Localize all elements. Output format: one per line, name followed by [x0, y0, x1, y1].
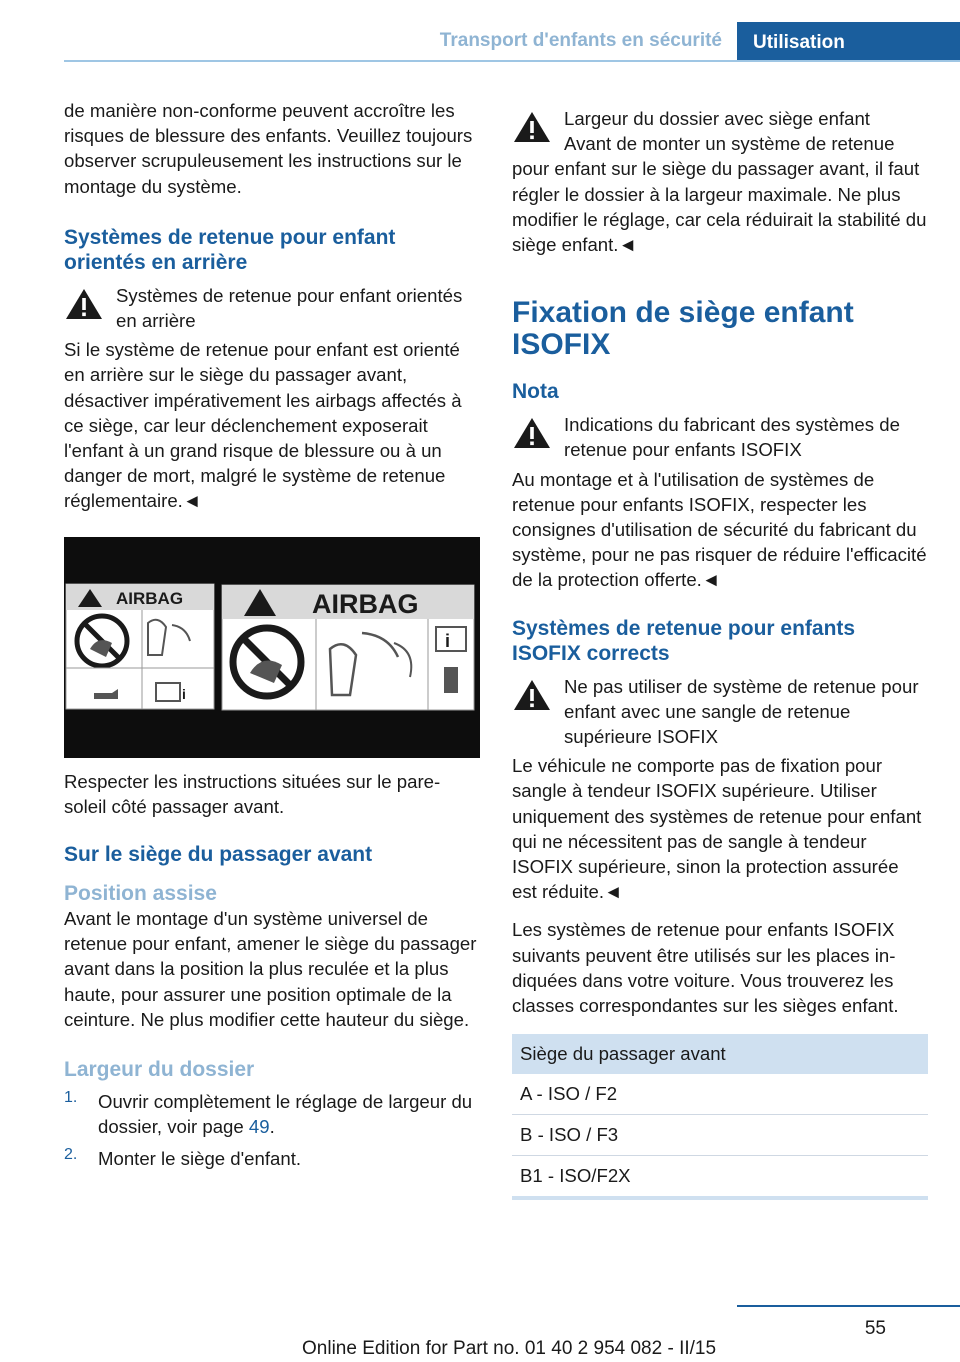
table-row: B1 - ISO/F2X	[520, 1165, 631, 1187]
heading-isofix-correct: Systèmes de retenue pour enfants ISOFIX corrects	[512, 616, 856, 665]
isofix-class-table	[512, 1034, 928, 1200]
step-number: 2.	[64, 1146, 78, 1164]
heading-note: Nota	[512, 380, 559, 404]
step-text: Ouvrir complètement le réglage de largeur du dossier, voir page	[98, 1091, 473, 1138]
heading-seating-position: Position assise	[64, 882, 217, 906]
airbag-warning-label-picture	[64, 537, 480, 758]
warning-manufacturer	[512, 412, 928, 462]
position-paragraph: Avant le montage d'un système universel de retenue pour enfant, amener le siège du passager avant dans la position la plus reculée et la plus haute, pour assurer une position optimale de la ceinture. Ne plus modifier cette hauteur du siège.	[64, 908, 477, 1030]
heading-isofix: Fixation de siège enfant ISOFIX	[512, 296, 854, 362]
warning-triangle-icon	[512, 110, 552, 144]
header-rule	[64, 60, 960, 62]
right-column	[512, 98, 928, 1200]
warning-rear-facing	[64, 283, 482, 333]
warning-backrest-width	[512, 106, 928, 131]
intro-paragraph: de manière non-conforme peuvent accroître les risques de blessure des enfants. Veuillez toujours observer scrupuleusement les instructions sur le montage du système.	[64, 100, 473, 197]
table-header: Siège du passager avant	[512, 1034, 928, 1074]
edition-note: Online Edition for Part no. 01 40 2 954 082 - II/15	[302, 1338, 717, 1359]
page-link[interactable]: 49	[248, 1116, 270, 1138]
warning-title: Systèmes de retenue pour enfant orientés en arrière	[116, 284, 463, 332]
warning-body: Si le système de retenue pour enfant est orienté en arrière sur le siège du passager avant, désactiver impérativement les airbags affectés à ce siège, car leur déclenchement exposerait l'enfant à un grand risque de blessure ou à un danger de mort, malgré le système de retenue réglementaire.◄	[64, 339, 462, 512]
warning-body: Au montage et à l'utilisation de systèmes de retenue pour enfants ISOFIX, respecter les consignes d'utilisation de sécurité du fabricant du système, pour ne pas risquer de réduire l'efficacité de la protection offerte.◄	[512, 468, 927, 591]
svg-text:AIRBAG: AIRBAG	[116, 588, 184, 608]
page-number: 55	[864, 1318, 886, 1339]
header-chapter-tab: Utilisation	[737, 22, 960, 62]
heading-rear-facing: Systèmes de retenue pour enfant orientés en arrière	[64, 225, 396, 274]
list-item	[64, 1146, 482, 1171]
warning-top-tether	[512, 674, 928, 750]
figure-caption: Respecter les instructions situées sur le pare-soleil côté passager avant.	[64, 770, 441, 817]
left-column	[64, 98, 482, 1172]
warning-title: Ne pas utiliser de système de retenue pour enfant avec une sangle de retenue supérieure ISOFIX	[564, 675, 919, 748]
footer-rule	[737, 1305, 960, 1307]
warning-triangle-icon	[512, 678, 552, 712]
warning-body: Le véhicule ne comporte pas de fixation pour sangle à tendeur ISOFIX supérieure. Utiliser uniquement des systèmes de retenue pour enfant qui ne nécessitent pas de sangle à tendeur ISOFIX supérieure, sinon la protection assurée est réduite.◄	[512, 755, 922, 903]
svg-text:AIRBAG: AIRBAG	[312, 588, 419, 619]
airbag-label-image	[64, 537, 480, 758]
step-text-end: .	[269, 1116, 275, 1138]
svg-text:i: i	[182, 685, 186, 702]
warning-body: Avant de monter un système de retenue pour enfant sur le siège du passager avant, il faut régler le dossier à la largeur maximale. Ne plus modifier le réglage, car cela réduirait la stabilité du siège enfant.◄	[512, 133, 927, 256]
list-item	[64, 1089, 482, 1139]
table-bottom-rule	[512, 1196, 928, 1200]
step-number: 1.	[64, 1089, 78, 1107]
step-text: Monter le siège d'enfant.	[98, 1148, 302, 1170]
svg-text:i: i	[445, 630, 451, 651]
header-section-title: Transport d'enfants en sécurité	[439, 30, 722, 51]
heading-backrest-width: Largeur du dossier	[64, 1058, 255, 1082]
warning-triangle-icon	[64, 287, 104, 321]
classes-paragraph: Les systèmes de retenue pour enfants ISOFIX suivants peuvent être utilisés sur les places indiquées dans votre voiture. Vous trouverez les classes correspondantes sur les sièges enfant.	[512, 919, 899, 1017]
heading-front-passenger: Sur le siège du passager avant	[64, 843, 373, 867]
steps-list	[64, 1089, 482, 1172]
warning-title: Largeur du dossier avec siège enfant	[564, 108, 870, 129]
table-row: A - ISO / F2	[512, 1074, 928, 1115]
warning-triangle-icon	[512, 416, 552, 450]
table-row: B - ISO / F3	[512, 1115, 928, 1156]
warning-title: Indications du fabricant des systèmes de retenue pour enfants ISOFIX	[564, 414, 900, 461]
